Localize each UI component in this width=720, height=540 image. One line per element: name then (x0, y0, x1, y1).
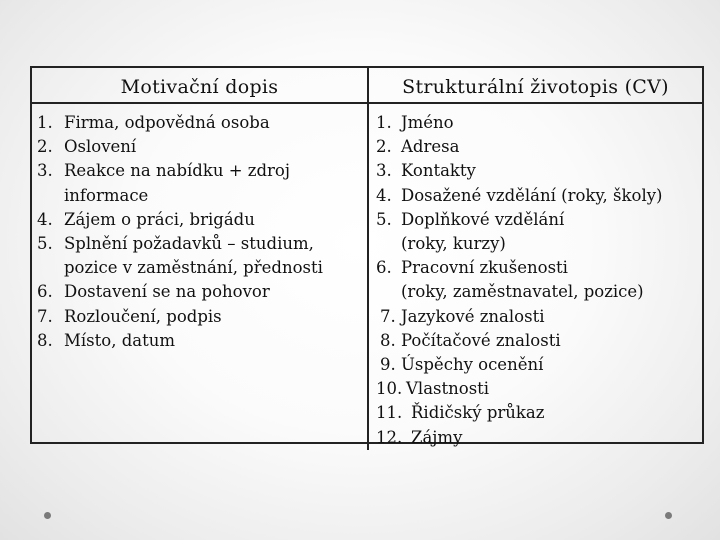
list-item (376, 377, 702, 401)
list-item-continuation (376, 232, 702, 256)
item-text: Oslovení (64, 137, 137, 157)
item-number: 5. (376, 209, 392, 229)
list-item (37, 305, 367, 329)
item-number: 1. (376, 113, 392, 132)
motivation-letter-list (37, 111, 367, 353)
decorative-dot-left (44, 512, 51, 519)
item-number: 8. (380, 330, 396, 350)
item-text: Zájem o práci, brigádu (64, 209, 255, 229)
item-number: 3. (37, 161, 53, 181)
list-item (37, 329, 367, 353)
comparison-table (30, 66, 704, 447)
item-text: Počítačové znalosti (401, 330, 561, 350)
item-text: Rozloučení, podpis (64, 306, 222, 326)
item-number: 4. (376, 185, 392, 205)
decorative-dot-right (665, 512, 672, 519)
item-text: Reakce na nabídku + zdroj (64, 161, 290, 181)
list-item (376, 353, 702, 377)
item-text: pozice v zaměstnání, přednosti (64, 258, 323, 278)
item-text: Firma, odpovědná osoba (64, 113, 270, 132)
list-item (37, 159, 367, 183)
list-item (37, 135, 367, 159)
list-item (376, 256, 702, 280)
item-text: Doplňkové vzdělání (401, 209, 565, 229)
item-text: (roky, kurzy) (401, 234, 506, 254)
item-number: 10. (376, 379, 403, 399)
list-item (37, 280, 367, 304)
item-number: 3. (376, 161, 392, 181)
item-number: 12. (376, 427, 403, 447)
item-text: Pracovní zkušenosti (401, 258, 568, 278)
item-text: Splnění požadavků – studium, (64, 234, 314, 254)
item-number: 9. (380, 355, 396, 375)
list-item (376, 401, 702, 425)
item-number: 2. (376, 137, 392, 157)
item-number: 4. (37, 209, 53, 229)
header-motivation-letter: Motivační dopis (32, 68, 369, 104)
structured-cv-column (369, 104, 702, 450)
item-text: Řidičský průkaz (411, 403, 545, 423)
item-number: 7. (37, 306, 53, 326)
item-text: Jazykové znalosti (401, 306, 545, 326)
item-text: Adresa (401, 137, 460, 157)
list-item-continuation (376, 280, 702, 304)
list-item (376, 135, 702, 159)
item-number: 11. (376, 403, 403, 423)
item-text: Dostavení se na pohovor (64, 282, 270, 302)
item-number: 6. (376, 258, 392, 278)
item-number: 6. (37, 282, 53, 302)
item-text: Místo, datum (64, 330, 175, 350)
list-item (37, 232, 367, 256)
item-text: Zájmy (411, 427, 463, 447)
list-item-continuation (37, 256, 367, 280)
list-item (376, 159, 702, 183)
header-structured-cv: Strukturální životopis (CV) (369, 68, 702, 104)
list-item (37, 111, 367, 135)
item-text: Jméno (401, 113, 454, 132)
item-number: 8. (37, 330, 53, 350)
list-item (376, 305, 702, 329)
list-item (376, 184, 702, 208)
item-number: 5. (37, 234, 53, 254)
list-item (37, 208, 367, 232)
structured-cv-list (376, 111, 702, 450)
item-text: Úspěchy ocenění (401, 355, 544, 375)
list-item (376, 426, 702, 450)
item-number: 2. (37, 137, 53, 157)
item-text: Kontakty (401, 161, 476, 181)
item-text: informace (64, 185, 149, 205)
item-text: (roky, zaměstnavatel, pozice) (401, 282, 644, 302)
list-item (376, 111, 702, 135)
list-item-continuation (37, 184, 367, 208)
item-text: Dosažené vzdělání (roky, školy) (401, 185, 663, 205)
motivation-letter-column (32, 104, 369, 450)
item-number: 1. (37, 113, 53, 132)
item-text: Vlastnosti (406, 379, 490, 399)
item-number: 7. (380, 306, 396, 326)
list-item (376, 329, 702, 353)
list-item (376, 208, 702, 232)
